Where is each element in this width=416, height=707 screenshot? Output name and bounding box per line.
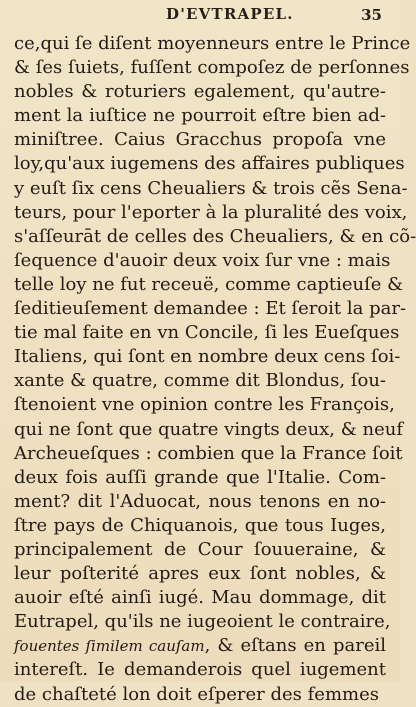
text-line: & ſes ſuiets, fuſſent compoſez de perſonnes [14,57,410,79]
body-text [14,32,416,707]
text-line: telle loy ne fut receuë, comme captieuſe & [14,273,404,295]
text-line: ſequence d'auoir deux voix ſur vne : mais [14,249,391,271]
text-line: ſtenoient vne opinion contre les François, [14,394,395,416]
text-line: nobles & roturiers egalement, qu'autre- [14,81,386,103]
text-line: loy,qu'aux iugemens des affaires publiques [14,153,405,175]
text-line: ment? dit l'Aduocat, nous tenons en no- [14,490,386,512]
text-line: xante & quatre, comme dit Blondus, ſou- [14,370,386,392]
text-line: Italiens, qui ſont en nombre deux cens ſoi- [14,346,401,368]
text-line: ce,qui ſe diſent moyenneurs entre le Prince [14,33,411,54]
text-line: tie mal faite en vn Concile, ſi les Eueſques [14,322,400,344]
text-line: principalement de Cour ſouueraine, & [14,538,386,560]
text-line: miniſtree. Caius Gracchus propoſa vne [14,129,386,151]
text-line-with-italic [14,634,386,658]
text-line: Eutrapel, qu'ils ne iugeoient le contraire, [14,611,391,633]
page-number: 35 [361,6,382,24]
text-line: de chaſteté lon doit eſperer des femmes [14,683,379,705]
text-line: auoir eſté ainſi iugé. Mau dommage, dit [14,587,386,609]
running-head: D'EVTRAPEL. [166,5,294,23]
text-line: deux fois auſſi grande que l'Italie. Com- [14,466,386,488]
italic-phrase: fouentes ſimilem cauſam [14,637,205,656]
text-line: ſtre pays de Chiquanois, que tous Iuges, [14,514,386,536]
text-line: ment la iuſtice ne pourroit eſtre bien ad- [14,105,386,127]
text-line: leur poſterité apres eux ſont nobles, & [14,563,386,585]
text-line: ſeditieuſement demandee : Et ſeroit la par- [14,298,407,320]
text-line: intereſt. Ie demanderois quel iugement [14,659,386,681]
text-line: teurs, pour l'eporter à la pluralité des voix, [14,201,408,223]
text-line: s'aſſeurāt de celles des Cheualiers, & en cõ- [14,225,416,247]
page-header [0,4,400,26]
text-line: qui ne ſont que quatre vingts deux, & neuf [14,418,403,440]
text-line: y euſt ſix cens Cheualiers & trois cẽs Sena- [14,177,408,199]
text-line: Archeueſques : combien que la France ſoit [14,442,403,464]
italic-line-rest: , & eſtans en pareil [204,635,386,657]
